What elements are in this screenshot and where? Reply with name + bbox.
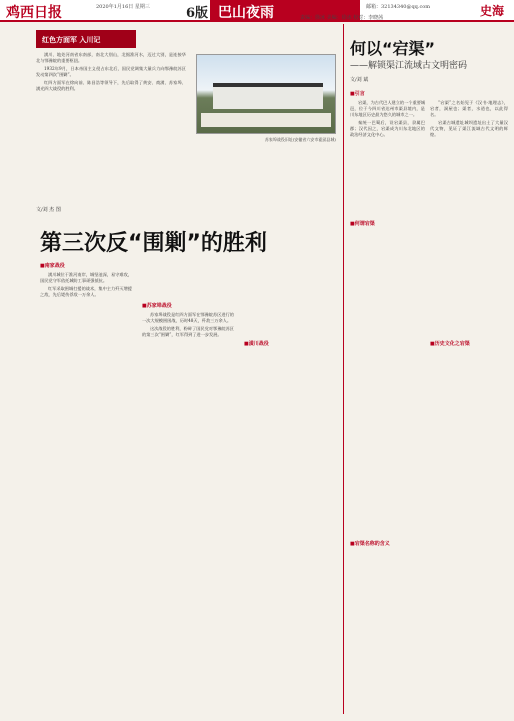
subheading: ■南家战役	[40, 263, 65, 269]
issue-date: 2020年1月16日 星期三	[96, 4, 150, 10]
byline: 文/刘 杰 图	[36, 207, 61, 213]
editors-line: 责编：徐冰 美编：徐冰 校对：李晓茜	[300, 15, 384, 21]
paragraph: 红军采取围城打援的战术，集中主力歼灭增援之敌，先后毙伤俘敌一万余人。	[40, 286, 132, 297]
right-column-b	[430, 100, 508, 140]
paragraph: 潢川城位于淮河南岸，城坚池深，易守难攻，国民党守军依托城防工事顽强抵抗。	[40, 272, 132, 283]
paragraph: 宕渠古城遗址城坝遗址出土了大量汉代文物，见证了渠江流域古代文明的辉煌。	[430, 120, 508, 137]
newspaper-logo: 鸡西日报	[6, 5, 62, 21]
photo-caption: 苏家埠战役旧址(安徽省六安市霍邱县城)	[264, 137, 336, 142]
paragraph: 1932年9月，日本帝国主义侵占东北后，国民党调集大量兵力向鄂豫皖苏区发动第四次“围剿”。	[36, 66, 186, 77]
article-byline: 文/刘 斌	[350, 77, 369, 83]
subheading: ■潢川战役	[244, 341, 269, 347]
paragraph: 这次战役的胜利，粉碎了国民党对鄂豫皖苏区的第三次“围剿”，红军得到了进一步发展。	[142, 326, 234, 337]
subheading: ■宕渠名称的含义	[350, 541, 390, 547]
building-shape	[213, 83, 323, 109]
subheading: ■引言	[350, 91, 365, 97]
corner-label: 史海	[479, 4, 504, 18]
column-divider	[343, 24, 344, 714]
paragraph: 红四方面军在徐向前、陈昌浩等领导下，先后取得了黄安、商潢、苏家埠、潢光四大战役的胜利。	[36, 80, 186, 91]
left-column-text	[36, 52, 186, 94]
subheading: ■历史文化之宕渠	[430, 341, 470, 347]
column-2	[142, 312, 234, 340]
paragraph: 宕渠，为古代巴人建立的一个重要城邑，位于今四川省达州市渠县境内，是川东地区历史最为悠久的城市之一。	[350, 100, 426, 117]
historical-site-photo	[196, 54, 336, 134]
subheading: ■苏家埠战役	[142, 303, 172, 309]
page-number: 6版	[186, 6, 209, 21]
main-headline: 第三次反“围剿”的胜利	[40, 231, 267, 256]
wall-shape	[201, 113, 331, 127]
right-column-a	[350, 100, 425, 140]
section-title: 巴山夜雨	[210, 0, 360, 22]
masthead	[0, 0, 514, 22]
subheading: ■何谓宕渠	[350, 221, 375, 227]
paragraph: 潢川、地处河南省东南部，南北大别山，北据淮河水，迈过大别，是连接华北与鄂豫皖的重要枢纽。	[36, 52, 186, 63]
article-title: 何以“宕渠”	[350, 39, 436, 58]
article-subtitle: ——解锁渠江流域古文明密码	[350, 61, 468, 71]
series-banner: 红色方面军 入川记	[36, 30, 136, 48]
contact-email: 邮箱：32134340@qq.com	[366, 4, 430, 10]
paragraph: “宕渠”之名始见于《汉书·地理志》，宕者，洞屋也；渠者，水道也，以此得名。	[430, 100, 508, 117]
paragraph: 秦统一巴蜀后，设宕渠县，隶属巴郡；汉代因之，宕渠成为川东北地区的政治经济文化中心。	[350, 120, 425, 137]
column-1	[40, 272, 132, 300]
paragraph: 苏家埠战役是红四方面军在鄂豫皖苏区进行的一次大规模围困战，历时48天，歼敌三万余人。	[142, 312, 234, 323]
